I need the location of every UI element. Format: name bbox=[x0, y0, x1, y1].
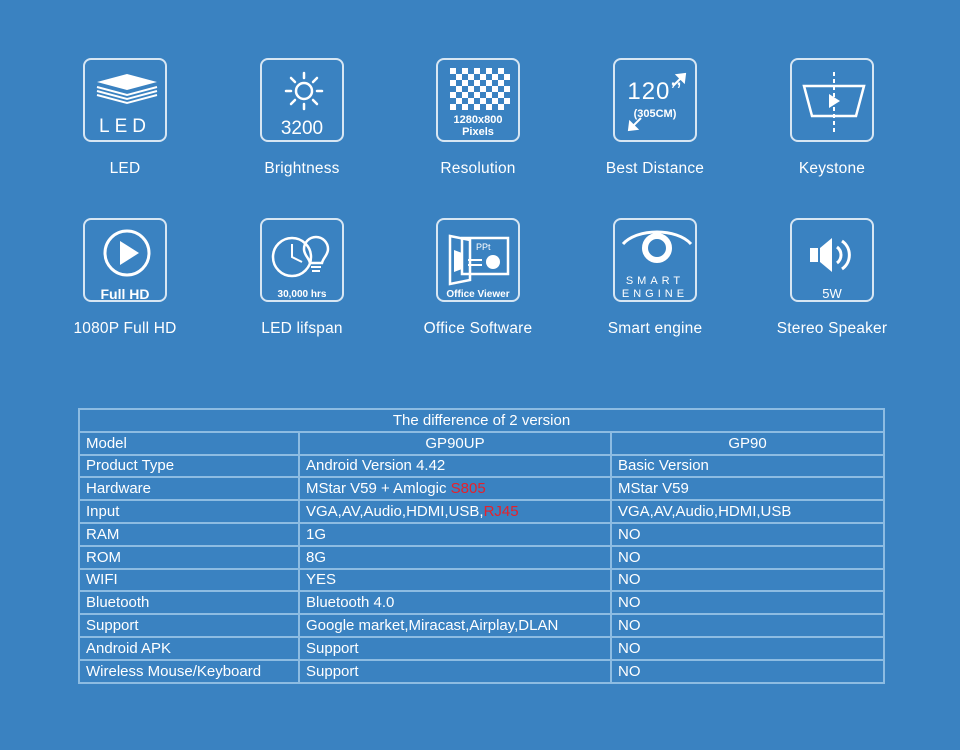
table-row bbox=[79, 637, 884, 660]
feature-brightness-box bbox=[260, 58, 344, 142]
table-header-row bbox=[79, 432, 884, 455]
table-title: The difference of 2 version bbox=[79, 409, 884, 432]
row-gp90up: Support bbox=[299, 660, 611, 683]
row-name: Product Type bbox=[79, 455, 299, 478]
feature-label: Best Distance bbox=[605, 160, 705, 177]
brightness-box-text: 3200 bbox=[280, 118, 324, 139]
feature-office-box bbox=[436, 218, 520, 302]
feature-keystone bbox=[747, 58, 917, 178]
feature-distance-box bbox=[613, 58, 697, 142]
feature-label: LED bbox=[109, 160, 141, 177]
feature-distance bbox=[570, 58, 740, 178]
table-row bbox=[79, 546, 884, 569]
feature-label: Stereo Speaker bbox=[776, 320, 888, 337]
row-gp90: NO bbox=[611, 660, 884, 683]
lifespan-box-text: 30,000 hrs bbox=[277, 289, 327, 300]
row-name: Bluetooth bbox=[79, 591, 299, 614]
row-gp90: NO bbox=[611, 569, 884, 592]
table-title-row bbox=[79, 409, 884, 432]
row-name: Support bbox=[79, 614, 299, 637]
row-name: Hardware bbox=[79, 477, 299, 500]
table-row bbox=[79, 523, 884, 546]
row-name: ROM bbox=[79, 546, 299, 569]
row-gp90up-part1: MStar V59 + Amlogic bbox=[306, 480, 451, 498]
feature-smart-box bbox=[613, 218, 697, 302]
feature-label: Office Software bbox=[423, 320, 533, 337]
feature-label: Resolution bbox=[440, 160, 516, 177]
resolution-box-text bbox=[438, 114, 518, 138]
row-name: Input bbox=[79, 500, 299, 523]
row-gp90: NO bbox=[611, 637, 884, 660]
row-name: RAM bbox=[79, 523, 299, 546]
feature-lifespan bbox=[217, 218, 387, 338]
row-gp90up: 8G bbox=[299, 546, 611, 569]
distance-cm: (305CM) bbox=[633, 108, 677, 120]
engine-text: ENGINE bbox=[621, 288, 689, 300]
row-name: Android APK bbox=[79, 637, 299, 660]
row-gp90: VGA,AV,Audio,HDMI,USB bbox=[611, 500, 884, 523]
row-gp90up bbox=[299, 500, 611, 523]
smart-engine-text bbox=[615, 275, 695, 301]
row-gp90: NO bbox=[611, 591, 884, 614]
row-gp90up: Android Version 4.42 bbox=[299, 455, 611, 478]
row-gp90: Basic Version bbox=[611, 455, 884, 478]
header-gp90up: GP90UP bbox=[299, 432, 611, 455]
feature-smart-engine bbox=[570, 218, 740, 338]
row-gp90: NO bbox=[611, 523, 884, 546]
feature-label: Keystone bbox=[798, 160, 866, 177]
row-gp90: NO bbox=[611, 614, 884, 637]
feature-brightness bbox=[217, 58, 387, 178]
led-box-text: LED bbox=[99, 116, 151, 137]
table-row bbox=[79, 477, 884, 500]
row-gp90up: Support bbox=[299, 637, 611, 660]
distance-value: 120’’ bbox=[627, 78, 683, 105]
office-box-text: Office Viewer bbox=[446, 289, 510, 300]
row-gp90: MStar V59 bbox=[611, 477, 884, 500]
feature-grid bbox=[0, 0, 960, 360]
smart-text: SMART bbox=[625, 275, 685, 287]
feature-label: Smart engine bbox=[607, 320, 703, 337]
feature-led bbox=[40, 58, 210, 178]
table-row bbox=[79, 500, 884, 523]
feature-keystone-box bbox=[790, 58, 874, 142]
table-row bbox=[79, 660, 884, 683]
row-gp90up bbox=[299, 477, 611, 500]
keystone-icon bbox=[792, 60, 876, 144]
resolution-unit: Pixels bbox=[462, 126, 494, 138]
table-row bbox=[79, 591, 884, 614]
table-row bbox=[79, 614, 884, 637]
feature-fullhd-box bbox=[83, 218, 167, 302]
feature-led-box bbox=[83, 58, 167, 142]
row-name: Wireless Mouse/Keyboard bbox=[79, 660, 299, 683]
speaker-box-text: 5W bbox=[822, 286, 842, 301]
row-gp90: NO bbox=[611, 546, 884, 569]
header-gp90: GP90 bbox=[611, 432, 884, 455]
row-gp90up: Google market,Miracast,Airplay,DLAN bbox=[299, 614, 611, 637]
comparison-table bbox=[78, 408, 885, 684]
row-gp90up-part2: S805 bbox=[450, 480, 486, 498]
row-gp90up-part2: RJ45 bbox=[483, 503, 519, 521]
feature-resolution bbox=[393, 58, 563, 178]
row-gp90up: Bluetooth 4.0 bbox=[299, 591, 611, 614]
feature-office bbox=[393, 218, 563, 338]
feature-speaker bbox=[747, 218, 917, 338]
row-name: WIFI bbox=[79, 569, 299, 592]
feature-speaker-box bbox=[790, 218, 874, 302]
feature-label: LED lifspan bbox=[261, 320, 343, 337]
feature-lifespan-box bbox=[260, 218, 344, 302]
table-row bbox=[79, 455, 884, 478]
fullhd-box-text: Full HD bbox=[100, 286, 150, 302]
feature-label: 1080P Full HD bbox=[73, 320, 177, 337]
table-row bbox=[79, 569, 884, 592]
resolution-value: 1280x800 bbox=[453, 114, 503, 126]
ppt-text: PPt bbox=[476, 242, 491, 252]
header-model: Model bbox=[79, 432, 299, 455]
row-gp90up: YES bbox=[299, 569, 611, 592]
feature-resolution-box bbox=[436, 58, 520, 142]
row-gp90up-part1: VGA,AV,Audio,HDMI,USB, bbox=[306, 503, 484, 521]
feature-fullhd bbox=[40, 218, 210, 338]
row-gp90up: 1G bbox=[299, 523, 611, 546]
feature-label: Brightness bbox=[264, 160, 340, 177]
